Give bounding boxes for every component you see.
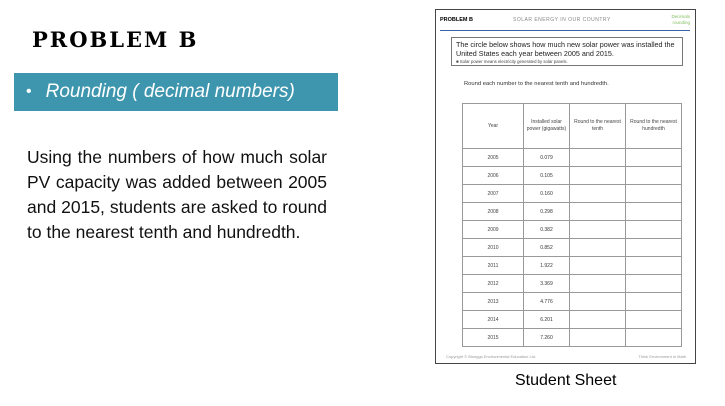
- tenth-answer-cell: [570, 167, 626, 185]
- hundredth-answer-cell: [626, 185, 682, 203]
- sheet-tag: [671, 14, 690, 26]
- year-cell: 2008: [463, 203, 524, 221]
- student-sheet-caption: Student Sheet: [515, 372, 617, 389]
- col-header-tenth: Round to the nearest tenth: [570, 104, 626, 149]
- installed-value-cell: 0.105: [524, 167, 570, 185]
- sheet-intro-box: [451, 37, 683, 66]
- hundredth-answer-cell: [626, 329, 682, 347]
- hundredth-answer-cell: [626, 293, 682, 311]
- installed-value-cell: 3.369: [524, 275, 570, 293]
- tenth-answer-cell: [570, 221, 626, 239]
- year-cell: 2011: [463, 257, 524, 275]
- sheet-intro-note: ■ Solar power means electricity generated by solar panels.: [456, 59, 568, 64]
- table-row: [463, 185, 682, 203]
- table-header-row: [463, 104, 682, 149]
- hundredth-answer-cell: [626, 257, 682, 275]
- year-cell: 2007: [463, 185, 524, 203]
- year-cell: 2010: [463, 239, 524, 257]
- tenth-answer-cell: [570, 239, 626, 257]
- bullet-icon: •: [26, 83, 32, 100]
- table-row: [463, 257, 682, 275]
- sheet-tag-line2: rounding: [672, 20, 690, 25]
- hundredth-answer-cell: [626, 275, 682, 293]
- year-cell: 2012: [463, 275, 524, 293]
- installed-value-cell: 0.852: [524, 239, 570, 257]
- sheet-footer: [446, 354, 686, 359]
- installed-value-cell: 7.260: [524, 329, 570, 347]
- sheet-instruction: Round each number to the nearest tenth and hundredth.: [464, 81, 609, 87]
- col-header-hundredth: Round to the nearest hundredth: [626, 104, 682, 149]
- tenth-answer-cell: [570, 275, 626, 293]
- col-header-year: Year: [463, 104, 524, 149]
- installed-value-cell: 1.922: [524, 257, 570, 275]
- sheet-header: [440, 14, 690, 31]
- installed-value-cell: 4.776: [524, 293, 570, 311]
- topic-banner: [14, 73, 338, 111]
- installed-value-cell: 0.298: [524, 203, 570, 221]
- hundredth-answer-cell: [626, 167, 682, 185]
- tenth-answer-cell: [570, 257, 626, 275]
- hundredth-answer-cell: [626, 239, 682, 257]
- sheet-problem-label: PROBLEM B: [440, 17, 473, 23]
- tenth-answer-cell: [570, 149, 626, 167]
- table-row: [463, 149, 682, 167]
- table-row: [463, 293, 682, 311]
- col-header-installed: Installed solar power (gigawatts): [524, 104, 570, 149]
- year-cell: 2015: [463, 329, 524, 347]
- tenth-answer-cell: [570, 329, 626, 347]
- slide-description: Using the numbers of how much solar PV capacity was added between 2005 and 2015, students are asked to round to the nearest tenth and hundredth.: [27, 147, 327, 242]
- installed-value-cell: 0.160: [524, 185, 570, 203]
- installed-value-cell: 6.201: [524, 311, 570, 329]
- table-row: [463, 275, 682, 293]
- installed-value-cell: 0.382: [524, 221, 570, 239]
- sheet-intro-text: The circle below shows how much new solar power was installed the United States each year between 2005 and 2015.: [456, 40, 675, 58]
- table-row: [463, 167, 682, 185]
- table-row: [463, 221, 682, 239]
- student-sheet-preview: [435, 9, 696, 364]
- hundredth-answer-cell: [626, 311, 682, 329]
- tenth-answer-cell: [570, 203, 626, 221]
- year-cell: 2009: [463, 221, 524, 239]
- installed-value-cell: 0.079: [524, 149, 570, 167]
- hundredth-answer-cell: [626, 221, 682, 239]
- sheet-tag-line1: Decimals: [671, 14, 690, 19]
- table-row: [463, 239, 682, 257]
- slide-title: PROBLEM B: [32, 27, 199, 52]
- topic-label: Rounding ( decimal numbers): [45, 81, 295, 102]
- sheet-topic-title: SOLAR ENERGY IN OUR COUNTRY: [513, 17, 611, 23]
- tenth-answer-cell: [570, 311, 626, 329]
- year-cell: 2005: [463, 149, 524, 167]
- sheet-footer-right: Think Environment in Math: [638, 354, 686, 359]
- year-cell: 2013: [463, 293, 524, 311]
- tenth-answer-cell: [570, 185, 626, 203]
- sheet-copyright: Copyright © Blueggs Environmental Education Ltd.: [446, 354, 537, 359]
- rounding-table: [462, 103, 682, 347]
- year-cell: 2006: [463, 167, 524, 185]
- hundredth-answer-cell: [626, 149, 682, 167]
- year-cell: 2014: [463, 311, 524, 329]
- table-row: [463, 311, 682, 329]
- table-row: [463, 329, 682, 347]
- hundredth-answer-cell: [626, 203, 682, 221]
- table-row: [463, 203, 682, 221]
- tenth-answer-cell: [570, 293, 626, 311]
